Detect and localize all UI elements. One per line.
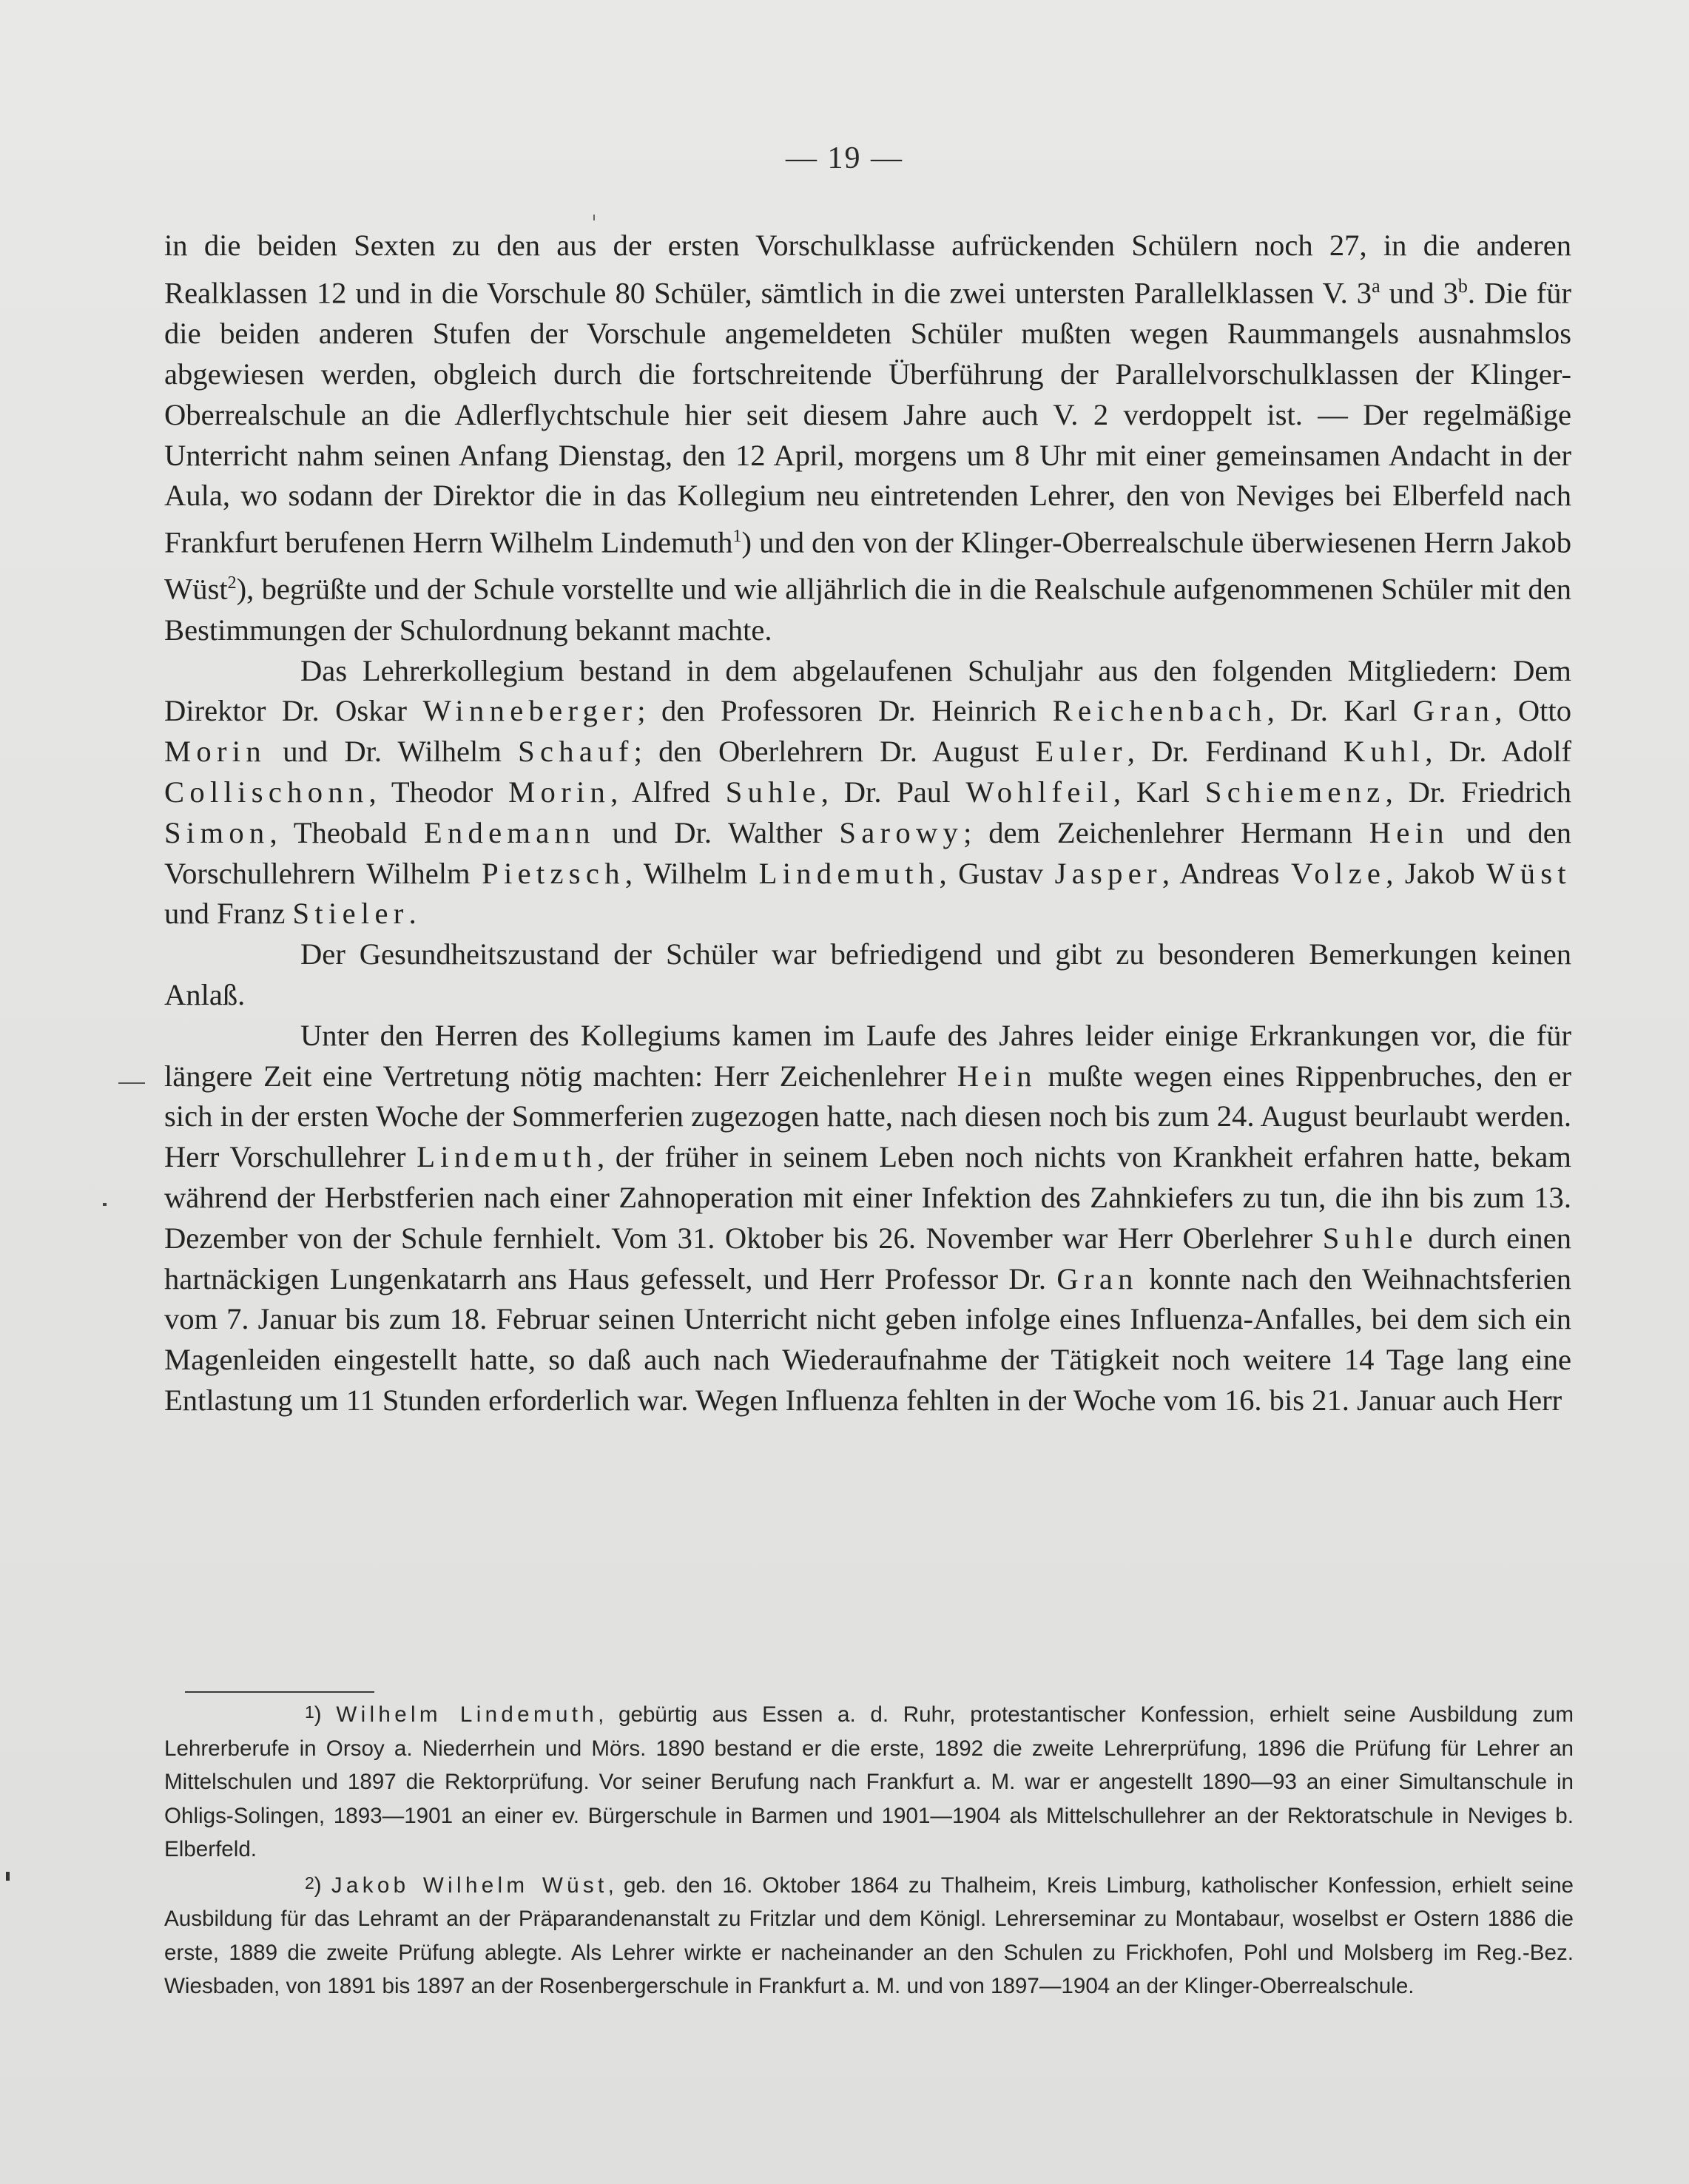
- footnote-mark: 1: [305, 1702, 314, 1722]
- text-run: , Andreas: [1162, 856, 1292, 890]
- scan-speck: [593, 215, 595, 220]
- person-name: Hein: [957, 1059, 1037, 1093]
- person-name: Pietzsch: [482, 856, 625, 890]
- paragraph-health: Der Gesundheitszustand der Schüler war befriedigend und gibt zu besonderen Bemerkungen keinen Anlaß.: [164, 937, 1571, 1011]
- person-name: Stieler: [292, 897, 409, 931]
- text-run: , Karl: [1113, 775, 1205, 809]
- text-run: konnte nach den Weihnachtsferien vom 7. Januar bis zum 18. Februar seinen Unterricht nicht geben infolge eines Influenza-Anfalles, bei dem sich ein Magenleiden eingestellt hatte, so daß auch nach Wiederaufnahme der Tätigkeit noch weitere 14 Tage lang eine Entlastung um 11 Stunden erforderlich war. Wegen Influenza fehlten in der Woche vom 16. bis 21. Januar auch Herr: [164, 1261, 1571, 1417]
- person-name: Reichenbach: [1052, 694, 1267, 728]
- text-run: ; den Oberlehrern Dr. August: [633, 735, 1036, 769]
- text-run: , Wilhelm: [624, 856, 759, 890]
- text-run: ; dem Zeichenlehrer Hermann: [963, 815, 1369, 849]
- text-run: ) und den von der Klinger-Oberrealschule überwiesenen Herrn Jakob Wüst: [164, 525, 1571, 606]
- main-text: [164, 226, 1571, 1421]
- superscript: b: [1457, 274, 1468, 297]
- text-run: , Dr. Adolf: [1425, 735, 1571, 769]
- person-name: Suhle: [1322, 1221, 1418, 1255]
- text-run: , Dr. Friedrich: [1385, 775, 1571, 809]
- person-name: Endemann: [423, 815, 596, 849]
- paragraph-illnesses: [164, 1016, 1571, 1421]
- scan-edge-mark: [6, 1872, 10, 1881]
- person-name: Gran: [1412, 694, 1495, 728]
- margin-pencil-mark: [118, 1082, 145, 1084]
- person-name: Winneberger: [422, 694, 638, 728]
- footnote-1: 1) Wilhelm Lindemuth, gebürtig aus Essen a. d. Ruhr, protestantischer Konfession, erhielt seine Ausbildung zum Lehrerberufe in Orsoy a. Niederrhein und Mörs. 1890 bestand er die erste, 1892 die zweite Lehrerprüfung, 1896 die Prüfung für Lehrer an Mittelschulen und 1897 die Rektorprüfung. Vor seiner Berufung nach Frankfurt a. M. war er angestellt 1890—93 an einer Simultanschule in Ohligs-Solingen, 1893—1901 an einer ev. Bürgerschule in Barmen und 1901—1904 als Mittelschullehrer an der Rektoratschule in Neviges b. Elberfeld.: [164, 1702, 1574, 1861]
- text-run: durch einen hartnäckigen Lungenkatarrh ans Haus gefesselt, und Herr Professor Dr.: [164, 1221, 1571, 1295]
- text-run: in die beiden Sexten zu den aus der ersten Vorschulklasse aufrückenden Schülern noch 27, in die anderen Realklassen 12 und in die Vorschule 80 Schüler, sämtlich in die zwei untersten Parallelklassen V. 3: [164, 229, 1571, 310]
- text-run: , Theodor: [368, 775, 509, 809]
- text-run: , Gustav: [939, 856, 1055, 890]
- text-run: , Dr. Ferdinand: [1127, 735, 1344, 769]
- person-name: Kuhl: [1343, 735, 1426, 769]
- person-name: Jakob Wilhelm Wüst: [331, 1873, 608, 1898]
- footnote-text: , gebürtig aus Essen a. d. Ruhr, protestantischer Konfession, erhielt seine Ausbildung zum Lehrerberufe in Orsoy a. Niederrhein und Mörs. 1890 bestand er die erste, 1892 die zweite Lehrerprüfung, 1896 die Prüfung für Lehrer an Mittelschulen und 1897 die Rektorprüfung. Vor seiner Berufung nach Frankfurt a. M. war er angestellt 1890—93 an einer Simultanschule in Ohligs-Solingen, 1893—1901 an einer ev. Bürgerschule in Barmen und 1901—1904 als Mittelschullehrer an der Rektoratschule in Neviges b. Elberfeld.: [164, 1702, 1574, 1861]
- person-name: Hein: [1369, 815, 1449, 849]
- text-run: , Jakob: [1386, 856, 1487, 890]
- footnote-ref: 1: [732, 527, 742, 547]
- footnotes: [164, 1696, 1574, 2003]
- footnote-separator: [185, 1691, 374, 1693]
- text-run: .: [408, 897, 417, 931]
- text-run: . Die für die beiden anderen Stufen der Vorschule angemeldeten Schüler mußten wegen Raummangels ausnahmslos abgewiesen werden, obgleich durch die fortschreitende Überführung der Parallelvorschulklassen der Klinger-Oberrealschule an die Adlerflychtschule hier seit diesem Jahre auch V. 2 verdoppelt ist. — Der regelmäßige Unterricht nahm seinen Anfang Dienstag, den 12 April, morgens um 8 Uhr mit einer gemeinsamen Andacht in der Aula, wo sodann der Direktor die in das Kollegium neu eintretenden Lehrer, den von Neviges bei Elberfeld nach Frankfurt berufenen Herrn Wilhelm Lindemuth: [164, 276, 1571, 559]
- person-name: Morin: [508, 775, 611, 809]
- person-name: Morin: [164, 735, 266, 769]
- footnote-text: , geb. den 16. Oktober 1864 zu Thalheim, Kreis Limburg, katholischer Konfession, erhielt seine Ausbildung für das Lehramt an der Präparandenanstalt zu Fritzlar und dem Königl. Lehrerseminar zu Montabaur, woselbst er Ostern 1886 die erste, 1889 die zweite Prüfung ablegte. Als Lehrer wirkte er nacheinander an den Schulen zu Frickhofen, Pohl und Molsberg im Reg.-Bez. Wiesbaden, von 1891 bis 1897 an der Rosenbergerschule in Frankfurt a. M. und von 1897—1904 an der Klinger-Oberrealschule.: [164, 1873, 1574, 1998]
- margin-speck: [103, 1203, 107, 1206]
- person-name: Wüst: [1486, 856, 1571, 890]
- footnote-ref: 2: [227, 573, 237, 593]
- text-run: und den Vorschullehrern Wilhelm: [164, 815, 1571, 890]
- person-name: Lindemuth: [758, 856, 940, 890]
- text-run: und Dr. Wilhelm: [266, 735, 519, 769]
- person-name: Simon: [164, 815, 270, 849]
- text-run: ), begrüßte und der Schule vorstellte und wie alljährlich die in die Realschule aufgenommenen Schüler mit den Bestimmungen der Schulordnung bekannt machte.: [164, 572, 1571, 647]
- text-run: , Dr. Paul: [820, 775, 966, 809]
- person-name: Collischonn: [164, 775, 369, 809]
- paragraph-faculty: [164, 651, 1571, 935]
- text-run: und 3: [1380, 276, 1458, 310]
- text-run: Unter den Herren des Kollegiums kamen im Laufe des Jahres leider einige Erkrankungen vor, die für längere Zeit eine Vertretung nötig machten: Herr Zeichenlehrer: [164, 1018, 1571, 1093]
- person-name: Schiemenz: [1204, 775, 1386, 809]
- text-run: und Franz: [164, 897, 293, 931]
- text-run: , der früher in seinem Leben noch nichts von Krankheit erfahren hatte, bekam während der Herbstferien nach einer Zahnoperation mit einer Infektion des Zahnkiefers zu tun, die ihn bis zum 13. Dezember von der Schule fernhielt. Vom 31. Oktober bis 26. November war Herr Oberlehrer: [164, 1140, 1571, 1255]
- person-name: Sarowy: [839, 815, 964, 849]
- person-name: Jasper: [1054, 856, 1162, 890]
- text-run: , Otto: [1494, 694, 1571, 728]
- paragraph-admissions: [164, 226, 1571, 651]
- footnote-mark: 2: [305, 1873, 314, 1893]
- person-name: Schauf: [518, 735, 634, 769]
- text-run: und Dr. Walther: [595, 815, 840, 849]
- person-name: Volze: [1291, 856, 1386, 890]
- footnote-2: 2) Jakob Wilhelm Wüst, geb. den 16. Oktober 1864 zu Thalheim, Kreis Limburg, katholischer Konfession, erhielt seine Ausbildung für das Lehramt an der Präparandenanstalt zu Fritzlar und dem Königl. Lehrerseminar zu Montabaur, woselbst er Ostern 1886 die erste, 1889 die zweite Prüfung ablegte. Als Lehrer wirkte er nacheinander an den Schulen zu Frickhofen, Pohl und Molsberg im Reg.-Bez. Wiesbaden, von 1891 bis 1897 an der Rosenbergerschule in Frankfurt a. M. und von 1897—1904 an der Klinger-Oberrealschule.: [164, 1873, 1574, 1998]
- text-run: Das Lehrerkollegium bestand in dem abgelaufenen Schuljahr aus den folgenden Mitgliedern: Dem Direktor Dr. Oskar: [164, 653, 1571, 728]
- person-name: Euler: [1035, 735, 1127, 769]
- person-name: Suhle: [725, 775, 821, 809]
- text-run: mußte wegen eines Rippenbruches, den er sich in der ersten Woche der Sommerferien zugezogen hatte, nach diesen noch bis zum 24. August beurlaubt werden. Herr Vorschullehrer: [164, 1059, 1571, 1174]
- text-run: , Dr. Karl: [1267, 694, 1413, 728]
- person-name: Gran: [1056, 1261, 1139, 1295]
- text-run: , Alfred: [610, 775, 726, 809]
- superscript: a: [1372, 274, 1380, 297]
- person-name: Wilhelm Lindemuth: [336, 1702, 599, 1727]
- page-number: — 19 —: [786, 141, 903, 175]
- text-run: , Theobald: [269, 815, 424, 849]
- text-run: ; den Professoren Dr. Heinrich: [637, 694, 1053, 728]
- person-name: Wohlfeil: [965, 775, 1113, 809]
- person-name: Lindemuth: [417, 1140, 598, 1174]
